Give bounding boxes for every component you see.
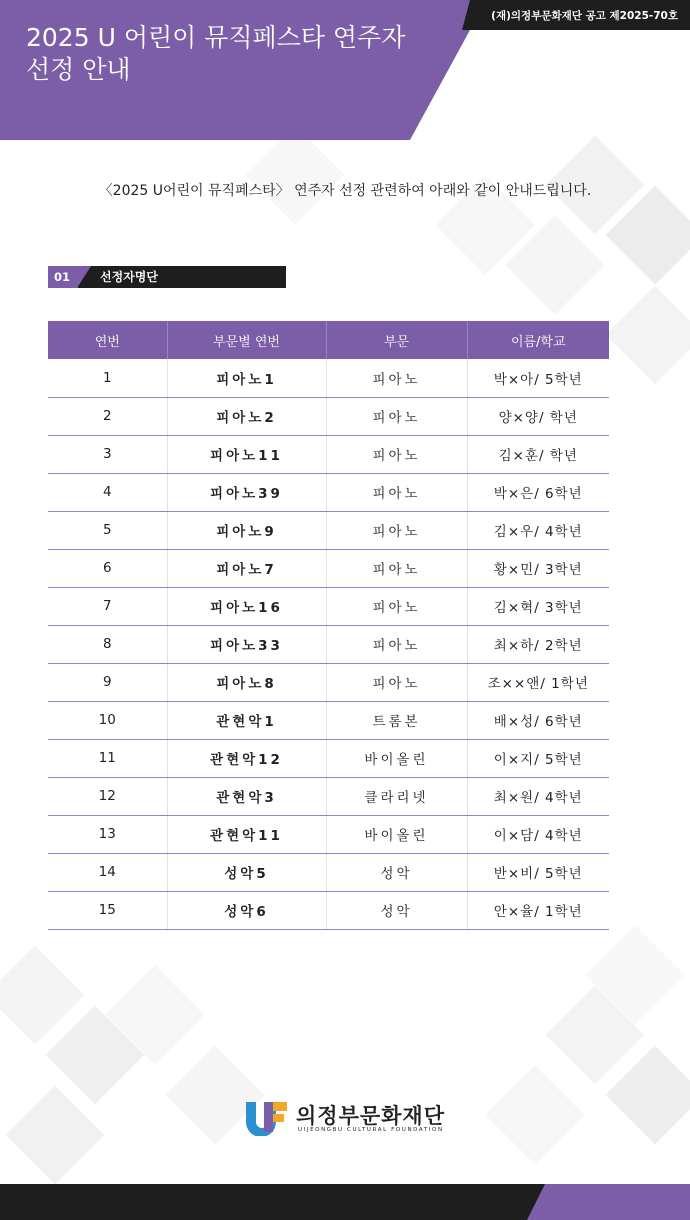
cell-division-seq: 피아노16	[167, 587, 326, 625]
cell-seq: 13	[48, 815, 167, 853]
cell-name-school: 이×지/ 5학년	[467, 739, 609, 777]
cell-seq: 7	[48, 587, 167, 625]
cell-division: 피아노	[326, 587, 467, 625]
notice-number: (재)의정부문화재단 공고 제2025-70호	[491, 10, 678, 22]
cell-name-school: 이×담/ 4학년	[467, 815, 609, 853]
cell-division-seq: 피아노1	[167, 359, 326, 397]
header-seq: 연번	[48, 321, 167, 359]
cell-division-seq: 성악5	[167, 853, 326, 891]
cell-division-seq: 피아노39	[167, 473, 326, 511]
cell-division-seq: 관현악1	[167, 701, 326, 739]
cell-seq: 3	[48, 435, 167, 473]
cell-division-seq: 관현악3	[167, 777, 326, 815]
cell-name-school: 배×성/ 6학년	[467, 701, 609, 739]
cell-division-seq: 피아노2	[167, 397, 326, 435]
foundation-logo	[244, 1098, 454, 1138]
cell-seq: 15	[48, 891, 167, 929]
table-row	[48, 815, 609, 853]
table-row	[48, 549, 609, 587]
cell-name-school: 황×민/ 3학년	[467, 549, 609, 587]
logo-name: 의정부문화재단	[296, 1104, 446, 1128]
cell-division-seq: 피아노9	[167, 511, 326, 549]
cell-division-seq: 피아노7	[167, 549, 326, 587]
table-row	[48, 359, 609, 397]
cell-seq: 1	[48, 359, 167, 397]
cell-name-school: 박×은/ 6학년	[467, 473, 609, 511]
page-title: 2025 U 어린이 뮤직페스타 연주자 선정 안내	[26, 23, 406, 84]
cell-name-school: 김×혁/ 3학년	[467, 587, 609, 625]
cell-name-school: 안×율/ 1학년	[467, 891, 609, 929]
cell-division-seq: 관현악11	[167, 815, 326, 853]
table-body	[48, 359, 609, 929]
cell-seq: 11	[48, 739, 167, 777]
table-row	[48, 397, 609, 435]
cell-division-seq: 피아노11	[167, 435, 326, 473]
cell-division: 성악	[326, 891, 467, 929]
cell-name-school: 조××앤/ 1학년	[467, 663, 609, 701]
cell-seq: 6	[48, 549, 167, 587]
cell-seq: 12	[48, 777, 167, 815]
cell-name-school: 김×훈/ 학년	[467, 435, 609, 473]
cell-division: 피아노	[326, 435, 467, 473]
cell-name-school: 김×우/ 4학년	[467, 511, 609, 549]
section-number: 01	[48, 266, 78, 288]
cell-division: 성악	[326, 853, 467, 891]
cell-division-seq: 관현악12	[167, 739, 326, 777]
table-row	[48, 739, 609, 777]
table-row	[48, 587, 609, 625]
table-row	[48, 511, 609, 549]
cell-division: 바이올린	[326, 815, 467, 853]
logo-mark-icon	[244, 1100, 290, 1136]
cell-division: 피아노	[326, 473, 467, 511]
cell-name-school: 반×비/ 5학년	[467, 853, 609, 891]
cell-name-school: 최×하/ 2학년	[467, 625, 609, 663]
cell-seq: 10	[48, 701, 167, 739]
header-division-seq: 부문별 연번	[167, 321, 326, 359]
cell-seq: 2	[48, 397, 167, 435]
cell-division: 클라리넷	[326, 777, 467, 815]
cell-name-school: 양×양/ 학년	[467, 397, 609, 435]
header-name-school: 이름/학교	[467, 321, 609, 359]
cell-division: 피아노	[326, 663, 467, 701]
table-row	[48, 701, 609, 739]
cell-division-seq: 피아노33	[167, 625, 326, 663]
cell-division: 바이올린	[326, 739, 467, 777]
cell-division-seq: 성악6	[167, 891, 326, 929]
section-title: 선정자명단	[78, 266, 286, 288]
cell-division-seq: 피아노8	[167, 663, 326, 701]
cell-division: 피아노	[326, 359, 467, 397]
cell-seq: 14	[48, 853, 167, 891]
table-row	[48, 435, 609, 473]
cell-division: 피아노	[326, 549, 467, 587]
cell-division: 트롬본	[326, 701, 467, 739]
cell-division: 피아노	[326, 625, 467, 663]
cell-seq: 5	[48, 511, 167, 549]
table-row	[48, 663, 609, 701]
intro-text: 〈2025 U어린이 뮤직페스타〉 연주자 선정 관련하여 아래와 같이 안내드립니다.	[98, 183, 592, 199]
selection-table	[48, 321, 609, 930]
header-division: 부문	[326, 321, 467, 359]
cell-seq: 8	[48, 625, 167, 663]
table-row	[48, 853, 609, 891]
table-row	[48, 891, 609, 929]
logo-subtitle: UIJEONGBU CULTURAL FOUNDATION	[298, 1127, 444, 1133]
cell-division: 피아노	[326, 397, 467, 435]
table-row	[48, 473, 609, 511]
table-header-row	[48, 321, 609, 359]
cell-seq: 4	[48, 473, 167, 511]
cell-seq: 9	[48, 663, 167, 701]
cell-division: 피아노	[326, 511, 467, 549]
table-row	[48, 625, 609, 663]
table-row	[48, 777, 609, 815]
section-heading	[48, 266, 286, 288]
footer-band	[0, 1184, 690, 1220]
cell-name-school: 박×아/ 5학년	[467, 359, 609, 397]
cell-name-school: 최×원/ 4학년	[467, 777, 609, 815]
